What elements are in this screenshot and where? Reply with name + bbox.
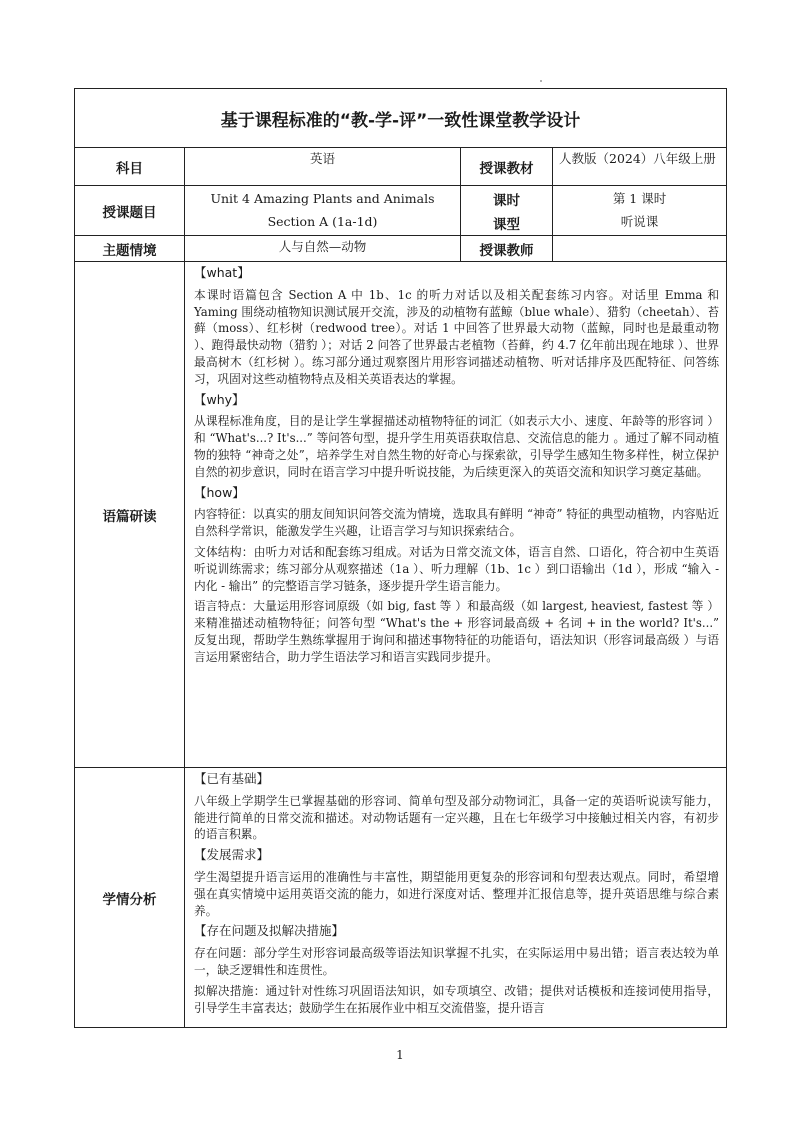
theme-value: 人与自然—动物 [185,236,461,262]
problems-paragraph: 存在问题：部分学生对形容词最高级等语法知识掌握不扎实，在实际运用中易出错；语言表达较为单一，缺乏逻辑性和连贯性。 [194,946,720,977]
period-value: 第 1 课时 [612,191,667,206]
problems-heading: 【存在问题及拟解决措施】 [194,923,345,939]
how-language-features: 语言特点：大量运用形容词原级（如 big, fast 等 ）和最高级（如 largest, heaviest, fastest 等 ）来精准描述动植物特征；问答句型 “What's the + 形容词最高级 + 名词 + in the world? It's...” 反复出现，帮助学生熟练掌握用于询问和描述事物特征的功能语句，语法知识（形容词最高级 ）与语言运用紧密结合，助力学生语法学习和语言实践同步提升。 [194,599,720,664]
what-paragraph: 本课时语篇包含 Section A 中 1b、1c 的听力对话以及相关配套练习内容。对话里 Emma 和 Yaming 围绕动植物知识测试展开交流，涉及的动植物有蓝鲸（blue whale）、猎豹（cheetah）、苔藓（moss）、红杉树（redwood tree）。对话 1 中回答了世界最大动物（蓝鲸，同时也是最重动物 ）、跑得最快动物（猎豹 ）；对话 2 问答了世界最古老植物（苔藓，约 4.7 亿年前出现在地球 ）、世界最高树木（红杉树 ）。练习部分通过观察图片用形容词描述动植物、听对话排序及匹配特征、问答练习，巩固对这些动植物特点及相关英语表达的掌握。 [194,287,720,386]
subject-value: 英语 [185,148,461,186]
text-study-label: 语篇研读 [75,262,185,768]
teacher-label: 授课教师 [461,236,553,262]
subject-label: 科目 [75,148,185,186]
title-row [75,89,727,148]
needs-paragraph: 学生渴望提升语言运用的准确性与丰富性，期望能用更复杂的形容词和句型表达观点。同时，希望增强在真实情境中运用英语交流的能力，如进行深度对话、整理并汇报信息等，提升英语思维与综合素养。 [194,869,720,918]
period-type-label [461,186,553,236]
measures-paragraph: 拟解决措施：通过针对性练习巩固语法知识，如专项填空、改错；提供对话模板和连接词使用指导，引导学生丰富表达；鼓励学生在拓展作业中相互交流借鉴，提升语言 [194,983,720,1015]
text-study-content [185,262,727,768]
text-study-row [75,262,727,768]
topic-value [185,186,461,236]
what-heading: 【what】 [194,265,250,280]
subject-row [75,148,727,186]
document-title: 基于课程标准的“教-学-评”一致性课堂教学设计 [75,89,727,148]
student-analysis-content [185,768,727,1028]
basis-paragraph: 八年级上学期学生已掌握基础的形容词、简单句型及部分动物词汇，具备一定的英语听说读写能力，能进行简单的日常交流和描述。对动物话题有一定兴趣，且在七年级学习中接触过相关内容，有初步的语言积累。 [194,793,720,842]
textbook-label: 授课教材 [461,148,553,186]
student-analysis-row [75,768,727,1028]
needs-heading: 【发展需求】 [194,847,270,863]
topic-line-2: Section A (1a-1d) [267,214,378,229]
type-value: 听说课 [620,214,659,229]
theme-label: 主题情境 [75,236,185,262]
page-number: 1 [396,1048,404,1062]
how-text-structure: 文体结构：由听力对话和配套练习组成。对话为日常交流文体，语言自然、口语化，符合初中生英语听说训练需求；练习部分从观察描述（1a ）、听力理解（1b、1c ）到口语输出（1d ），形成 “输入 - 内化 - 输出” 的完整语言学习链条，逐步提升学生语言能力。 [194,544,720,593]
why-heading: 【why】 [194,391,245,407]
period-label: 课时 [493,192,520,209]
basis-heading: 【已有基础】 [194,771,270,786]
how-heading: 【how】 [194,484,245,500]
lesson-design-table [74,88,727,1028]
how-content-features: 内容特征：以真实的朋友间知识问答交流为情境，选取具有鲜明 “神奇” 特征的典型动植物，内容贴近自然科学常识，能激发学生兴趣，让语言学习与知识探索结合。 [194,507,720,539]
topic-label: 授课题目 [75,186,185,236]
topic-line-1: Unit 4 Amazing Plants and Animals [210,191,435,206]
teacher-value [553,236,727,262]
why-paragraph: 从课程标准角度，目的是让学生掌握描述动植物特征的词汇（如表示大小、速度、年龄等的形容词 ）和 “What's...? It's...” 等问答句型，提升学生用英语获取信息、交流信息的能力 。通过了解不同动植物的独特 “神奇之处”，培养学生对自然生物的好奇心与探索欲，引导学生感知生物多样性，树立保护自然的初步意识，同时在语言学习中提升听说技能，为后续更深入的英语交流和知识学习奠定基础。 [194,414,720,479]
theme-row [75,236,727,262]
type-label: 课型 [493,216,520,233]
period-type-value [553,186,727,236]
student-analysis-label: 学情分析 [75,768,185,1028]
scan-dot [540,80,542,82]
textbook-value: 人教版（2024）八年级上册 [553,148,727,186]
topic-row [75,186,727,236]
